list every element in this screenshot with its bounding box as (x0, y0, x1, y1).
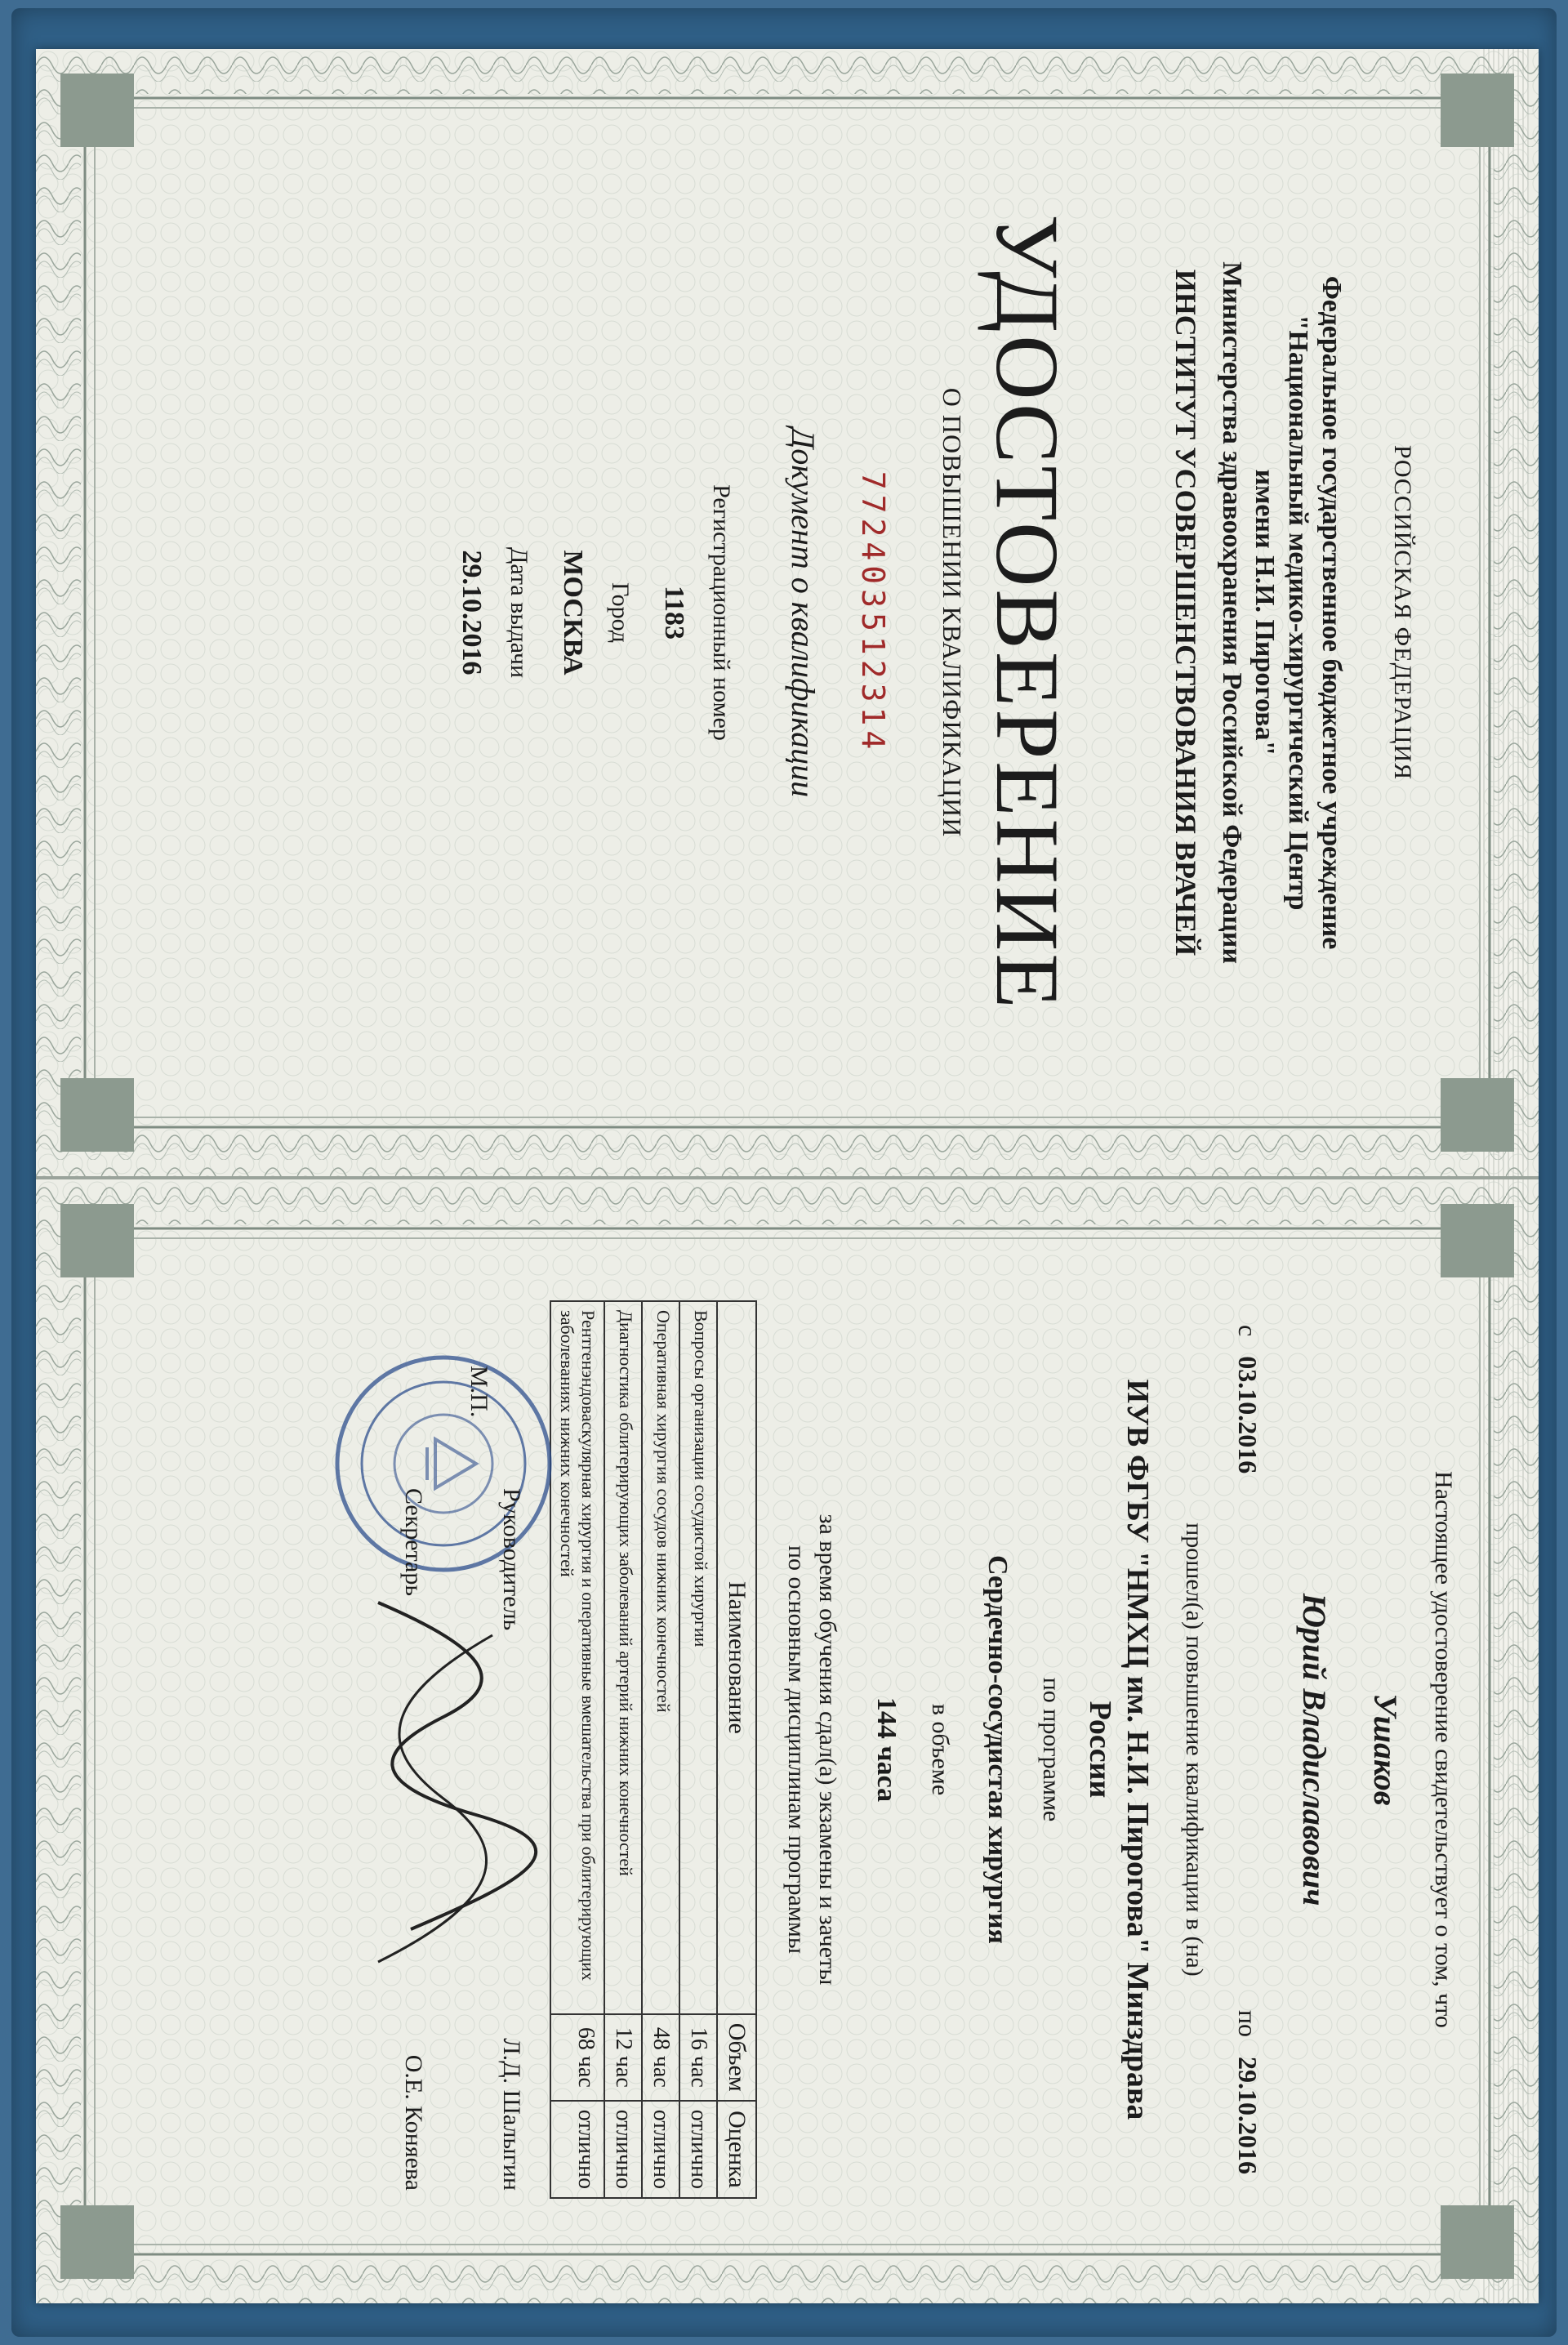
holder-given-names: Юрий Владиславович (1296, 1593, 1333, 1906)
disciplines-table (550, 1300, 757, 2199)
volume-label: в объеме (926, 1703, 954, 1796)
exams-line: по основным дисциплинам программы (783, 1545, 811, 1954)
discipline-grade: отлично (604, 2101, 642, 2198)
holder-surname: Ушаков (1367, 1693, 1404, 1806)
serial-number: 772403512314 (854, 470, 891, 755)
signature-block (345, 1276, 525, 2223)
exams-line: за время обучения сдал(а) экзамены и зачеты (813, 1514, 841, 1986)
discipline-volume: 12 час (604, 2014, 642, 2101)
discipline-grade: отлично (642, 2101, 679, 2198)
discipline-name: Оперативная хирургия сосудов нижних конечностей (642, 1301, 679, 2014)
header-grade: Оценка (717, 2101, 756, 2198)
head-role: Руководитель (497, 1488, 525, 1631)
discipline-volume: 68 час (550, 2014, 604, 2101)
title-page (36, 49, 1539, 1176)
passed-training-text: прошел(а) повышение квалификации в (на) (1181, 1522, 1208, 1977)
document-subtitle: О ПОВЫШЕНИИ КВАЛИФИКАЦИИ (937, 387, 967, 838)
discipline-grade: отлично (679, 2101, 717, 2198)
table-row (679, 1301, 717, 2198)
organization-name (1214, 131, 1348, 1094)
city-label: Город (606, 582, 634, 644)
issue-date: 29.10.2016 (456, 550, 487, 675)
org-line: "Национальный медико-хирургический Центр (1283, 314, 1314, 911)
country-label: РОССИЙСКАЯ ФЕДЕРАЦИЯ (1389, 444, 1416, 781)
training-period (1232, 1276, 1263, 2223)
period-from (1232, 1325, 1263, 1473)
registration-number: 1183 (658, 585, 689, 640)
document-type: Документ о квалификации (784, 427, 822, 798)
discipline-name: Вопросы организации сосудистой хирургии (679, 1301, 717, 2014)
exams-text (782, 1276, 843, 2223)
header-name: Наименование (717, 1301, 756, 2014)
table-row (642, 1301, 679, 2198)
org-line: Федеральное государственное бюджетное учреждение (1316, 275, 1347, 950)
from-label: с (1233, 1325, 1263, 1337)
org-line: Министерства здравоохранения Российской Федерации (1216, 261, 1247, 964)
table-row (550, 1301, 604, 2198)
content-page (36, 1179, 1539, 2303)
issue-date-label: Дата выдачи (505, 546, 532, 679)
certificate-intro: Настоящее удостоверение свидетельствует о том, что (1430, 1471, 1457, 2028)
program-name: Сердечно-сосудистая хирургия (982, 1555, 1013, 1944)
document-title: УДОСТОВЕРЕНИЕ (977, 214, 1077, 1011)
secretary-role: Секретарь (399, 1488, 427, 1597)
header-volume: Объем (717, 2014, 756, 2101)
title-page-content (126, 131, 1449, 1094)
seal-place-label: М.П. (465, 1366, 492, 1418)
city-value: МОСКВА (557, 550, 588, 675)
discipline-volume: 48 час (642, 2014, 679, 2101)
total-hours: 144 часа (871, 1696, 902, 1803)
training-institution (1081, 1276, 1156, 2223)
discipline-name: Рентгенэндоваскулярная хирургия и оперативные вмешательства при облитерирующих заболеваниях нижних конечностей (550, 1301, 604, 2014)
from-date: 03.10.2016 (1233, 1356, 1263, 1474)
registration-label: Регистрационный номер (707, 484, 735, 741)
institution-line: ИУВ ФГБУ "НМХЦ им. Н.И. Пирогова" Минздрава (1120, 1379, 1155, 2120)
to-date: 29.10.2016 (1233, 2057, 1263, 2174)
table-header-row (717, 1301, 756, 2198)
content-page-body (118, 1276, 1457, 2223)
discipline-volume: 16 час (679, 2014, 717, 2101)
secretary-name: О.Е. Коняева (399, 2054, 427, 2191)
by-program-label: по программе (1037, 1677, 1065, 1822)
to-label: по (1233, 2009, 1263, 2037)
signature-icon (345, 1586, 541, 1978)
period-to (1232, 2010, 1263, 2174)
institute-name: ИНСТИТУТ УСОВЕРШЕНСТВОВАНИЯ ВРАЧЕЙ (1169, 269, 1202, 956)
org-line: имени Н.И. Пирогова" (1250, 469, 1281, 756)
discipline-grade: отлично (550, 2101, 604, 2198)
table-row (604, 1301, 642, 2198)
discipline-name: Диагностика облитерирующих заболеваний артерий нижних конечностей (604, 1301, 642, 2014)
head-name: Л.Д. Шалыгин (497, 2038, 525, 2191)
institution-line: России (1083, 1701, 1118, 1799)
